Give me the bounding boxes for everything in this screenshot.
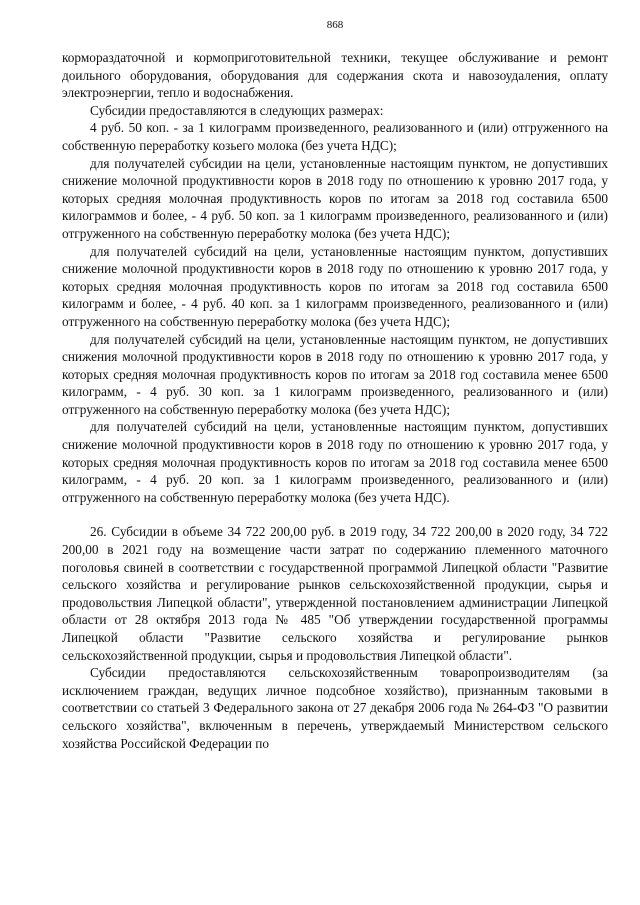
paragraph: 4 руб. 50 коп. - за 1 килограмм произведенного, реализованного и (или) отгруженного на собственную переработку козьего молока (без учета НДС); bbox=[62, 120, 608, 153]
paragraph: для получателей субсидий на цели, установленные настоящим пунктом, допустивших снижение молочной продуктивности коров в 2018 году по отношению к уровню 2017 года, у которых средняя молочная продуктивность коров по итогам за 2018 год составила 6500 килограмм и более, - 4 руб. 40 коп. за 1 килограмм произведенного, реализованного и (или) отгруженного на собственную переработку молока (без учета НДС); bbox=[62, 243, 608, 329]
paragraph: 26. Субсидии в объеме 34 722 200,00 руб. в 2019 году, 34 722 200,00 в 2020 году, 34 722 200,00 в 2021 году на возмещение части затрат по содержанию племенного маточного поголовья свиней в соответствии с государственной программой Липецкой области "Развитие сельского хозяйства и регулирование рынков сельскохозяйственной продукции, сырья и продовольствия Липецкой области", утвержденной постановлением администрации Липецкой области от 28 октября 2013 года № 485 "Об утверждении государственной программы Липецкой области "Развитие сельского хозяйства и регулирование рынков сельскохозяйственной продукции, сырья и продовольствия Липецкой области". bbox=[62, 524, 608, 663]
document-page bbox=[62, 18, 608, 752]
paragraph: для получателей субсидий на цели, установленные настоящим пунктом, не допустивших снижения молочной продуктивности коров в 2018 году по отношению к уровню 2017 года, у которых средняя молочная продуктивность коров по итогам за 2018 год составила менее 6500 килограмм, - 4 руб. 30 коп. за 1 килограмм произведенного, реализованного и (или) отгруженного на собственную переработку молока (без учета НДС); bbox=[62, 331, 608, 417]
text-block-before bbox=[62, 49, 608, 506]
paragraph: Субсидии предоставляются в следующих размерах: bbox=[90, 102, 384, 118]
paragraph: кормораздаточной и кормоприготовительной техники, текущее обслуживание и ремонт доильного оборудования, оборудования для содержания скота и навозоудаления, оплату электроэнергии, тепло и водоснабжения. bbox=[62, 50, 608, 101]
paragraph: для получателей субсидий на цели, установленные настоящим пунктом, допустивших снижение молочной продуктивности коров в 2018 году по отношению к уровню 2017 года, у которых средняя молочная продуктивность коров по итогам за 2018 год составила менее 6500 килограмм, - 4 руб. 20 коп. за 1 килограмм произведенного, реализованного и (или) отгруженного на собственную переработку молока (без учета НДС). bbox=[62, 419, 608, 505]
paragraph: для получателей субсидии на цели, установленные настоящим пунктом, не допустивших снижение молочной продуктивности коров в 2018 году по отношению к уровню 2017 года, у которых средняя молочная продуктивность коров по итогам за 2018 год составила 6500 килограммов и более, - 4 руб. 50 коп. за 1 килограмм произведенного, реализованного и (или) отгруженного на собственную переработку молока (без учета НДС); bbox=[62, 155, 608, 241]
paragraph-gap bbox=[62, 506, 608, 523]
paragraph: Субсидии предоставляются сельскохозяйственным товаропроизводителям (за исключением граждан, ведущих личное подсобное хозяйство), признанным таковыми в соответствии со статьей 3 Федерального закона от 27 декабря 2006 года № 264-ФЗ "О развитии сельского хозяйства", включенным в перечень, утверждаемый Министерством сельского хозяйства Российской Федерации по bbox=[62, 665, 608, 751]
page-number: 868 bbox=[326, 19, 344, 31]
text-block-after bbox=[62, 523, 608, 752]
